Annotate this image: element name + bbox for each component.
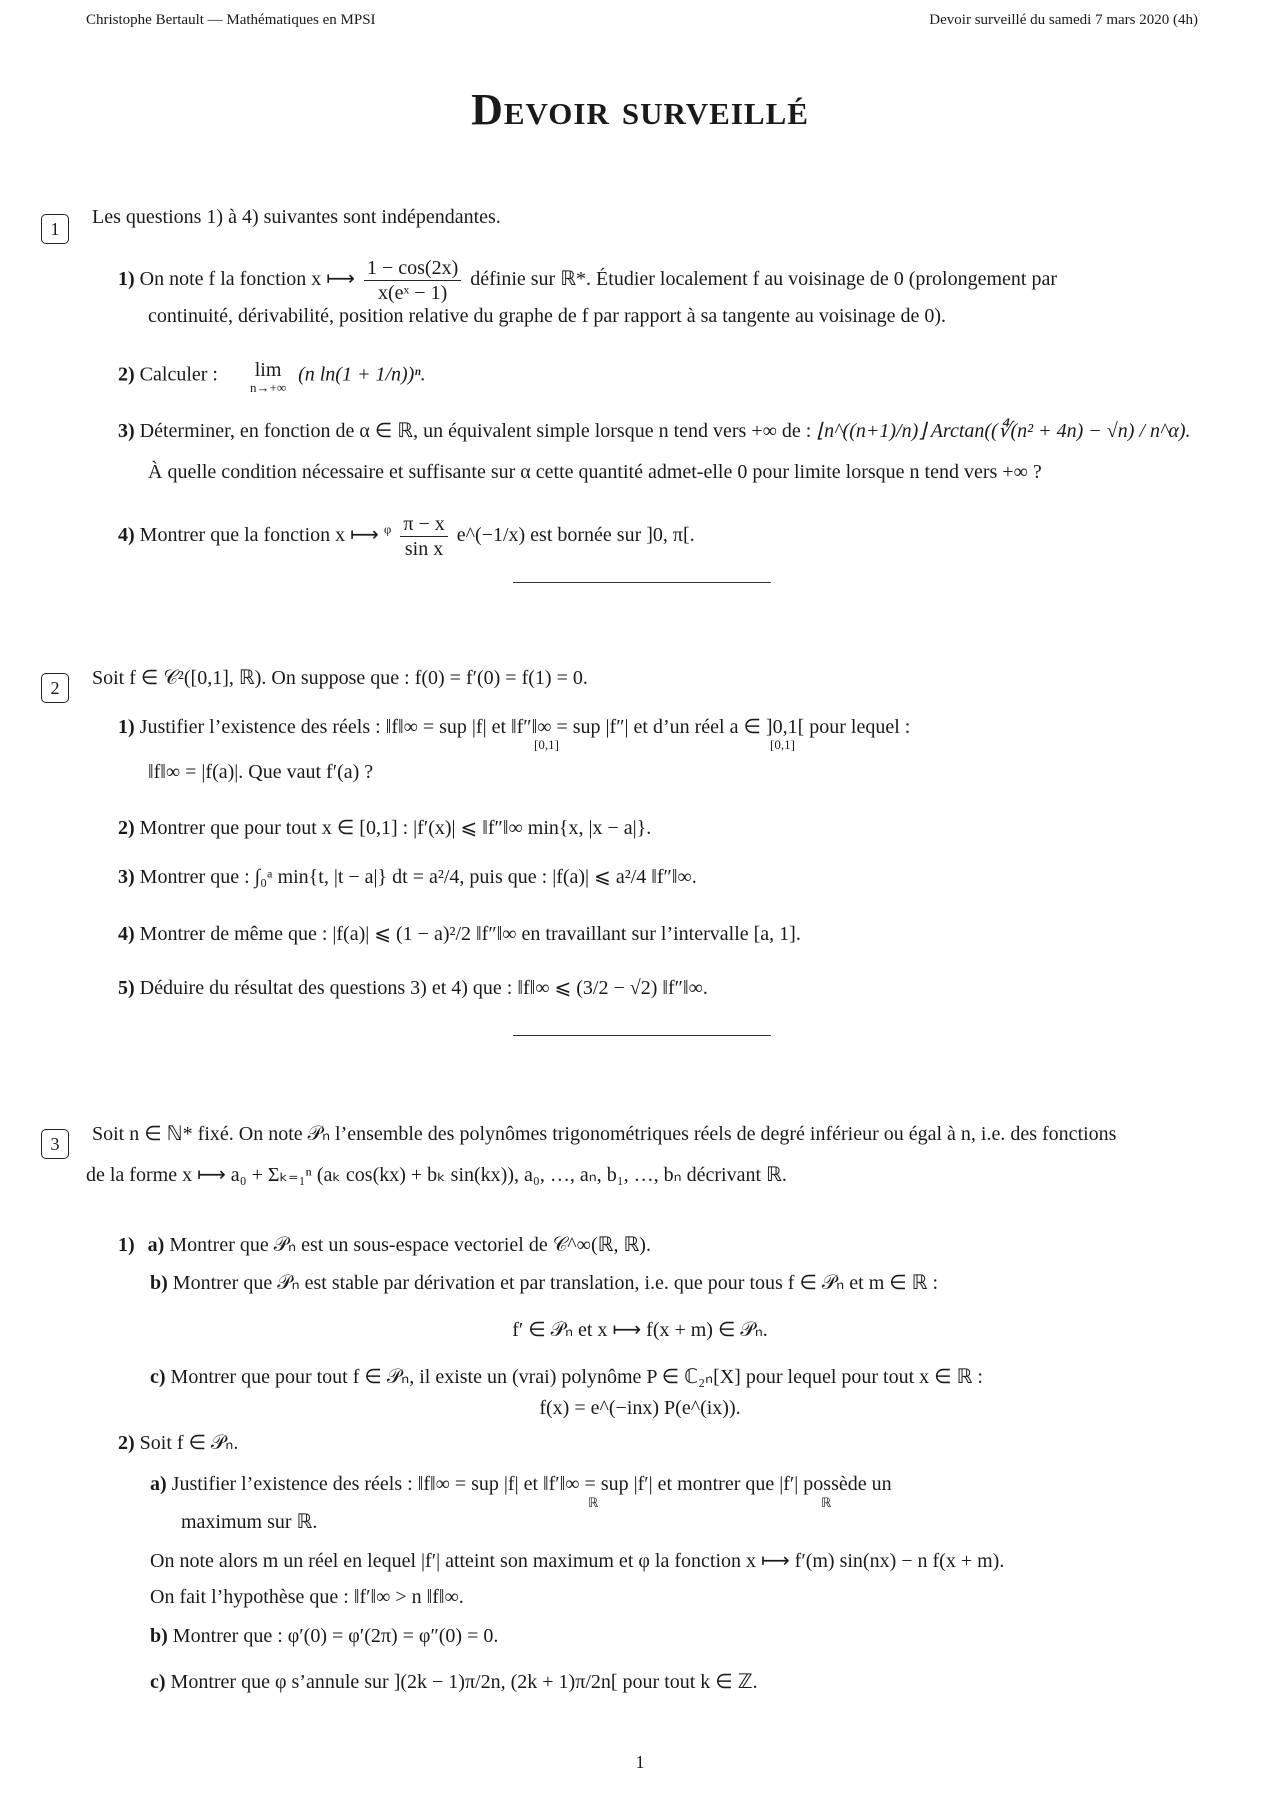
- ex2-q2-number: 2): [118, 817, 135, 839]
- ex3-q1b-label: b): [150, 1272, 168, 1294]
- ex1-q2-lim-sub: n→+∞: [249, 380, 287, 395]
- ex3-q1a: [118, 1232, 651, 1257]
- ex3-q2-note2: On fait l’hypothèse que : ‖f′‖∞ > n ‖f‖∞.: [150, 1586, 464, 1608]
- ex2-intro: Soit f ∈ 𝒞²([0,1], ℝ). On suppose que : f(0) = f′(0) = f(1) = 0.: [92, 667, 588, 689]
- ex1-q3-number: 3): [118, 420, 135, 442]
- ex1-q3-line2: À quelle condition nécessaire et suffisante sur α cette quantité admet-elle 0 pour limite lorsque n tend vers +∞ ?: [148, 461, 1042, 483]
- ex1-intro: Les questions 1) à 4) suivantes sont indépendantes.: [92, 206, 501, 228]
- ex3-q2-note1: On note alors m un réel en lequel |f′| atteint son maximum et φ la fonction x ⟼ f′(m) sin(nx) − n f(x + m).: [150, 1550, 1005, 1572]
- ex2-q3: [118, 864, 697, 889]
- ex3-intro-line1: Soit n ∈ ℕ* fixé. On note 𝒫ₙ l’ensemble des polynômes trigonométriques réels de degré inférieur ou égal à n, i.e. des fonctions: [92, 1123, 1117, 1145]
- ex1-q2-text: Calculer :: [139, 363, 218, 386]
- ex3-q1a-label: a): [147, 1234, 165, 1256]
- page-title: Devoir surveillé: [471, 85, 809, 134]
- ex2-q1-line2: ‖f‖∞ = |f(a)|. Que vaut f′(a) ?: [148, 761, 374, 783]
- ex2-q2-text: Montrer que pour tout x ∈ [0,1] : |f′(x)| ⩽ ‖f″‖∞ min{x, |x − a|}.: [139, 817, 652, 839]
- separator-1: [513, 582, 771, 583]
- ex3-q1c-display: f(x) = e^(−inx) P(e^(ix)).: [539, 1397, 741, 1419]
- ex3-q1b: [150, 1270, 938, 1295]
- ex1-q2-number: 2): [118, 363, 135, 386]
- ex1-q1-fraction: [364, 256, 461, 305]
- ex3-q2c-label: c): [150, 1671, 166, 1693]
- ex1-q1-text-b: définie sur ℝ*. Étudier localement f au voisinage de 0 (prolongement par: [470, 268, 1057, 291]
- ex1-q3-expression: ⌊n^((n+1)/n)⌋ Arctan((∜(n² + 4n) − √n) / n^α).: [816, 420, 1191, 442]
- ex1-q1-text-a: On note f la fonction x ⟼: [139, 268, 355, 291]
- ex2-q1-sup-sub-1: [0,1]: [534, 737, 559, 752]
- ex2-q1-text-a: Justifier l’existence des réels : ‖f‖∞ = sup |f| et ‖f″‖∞ = sup |f″| et d’un réel a ∈ ]0,1[ pour lequel :: [139, 716, 911, 738]
- ex1-q1-line2: continuité, dérivabilité, position relative du graphe de f par rapport à sa tangente au voisinage de 0).: [148, 305, 947, 327]
- ex2-q5-text: Déduire du résultat des questions 3) et 4) que : ‖f‖∞ ⩽ (3/2 − √2) ‖f″‖∞.: [139, 977, 708, 999]
- ex1-q1-number: 1): [118, 268, 135, 291]
- ex3-q1c-text: Montrer que pour tout f ∈ 𝒫ₙ, il existe un (vrai) polynôme P ∈ ℂ₂ₙ[X] pour lequel pour tout x ∈ ℝ :: [170, 1366, 983, 1388]
- ex3-q2a-line2: maximum sur ℝ.: [181, 1511, 318, 1533]
- ex2-q2: [118, 815, 651, 840]
- header-right: Devoir surveillé du samedi 7 mars 2020 (4h): [929, 12, 1198, 28]
- ex3-q2a-sup-sub-1: ℝ: [588, 1495, 599, 1510]
- header-left: Christophe Bertault — Mathématiques en MPSI: [86, 12, 376, 28]
- ex3-q2a-text: Justifier l’existence des réels : ‖f‖∞ = sup |f| et ‖f′‖∞ = sup |f′| et montrer que |f′| possède un: [171, 1473, 892, 1495]
- ex3-q1b-display: f′ ∈ 𝒫ₙ et x ⟼ f(x + m) ∈ 𝒫ₙ.: [512, 1319, 768, 1341]
- ex1-q2-lim: lim: [254, 359, 282, 381]
- ex3-q1c-label: c): [150, 1366, 166, 1388]
- ex1-q3-line1: [118, 418, 1191, 443]
- ex2-q1-sup-sub-2: [0,1]: [770, 737, 795, 752]
- ex3-q2-number: 2): [118, 1432, 135, 1454]
- ex3-q2b-label: b): [150, 1625, 168, 1647]
- ex3-q2a-line1: [150, 1473, 892, 1496]
- ex3-q2-text: Soit f ∈ 𝒫ₙ.: [139, 1432, 239, 1454]
- exercise-1-badge: 1: [41, 214, 69, 244]
- ex1-q4-frac-num: π − x: [400, 512, 447, 537]
- ex3-q2c: [150, 1669, 758, 1694]
- ex3-q2a-sup-sub-2: ℝ: [821, 1495, 832, 1510]
- ex2-q4-number: 4): [118, 923, 135, 945]
- ex1-q4-number: 4): [118, 524, 135, 547]
- ex1-q3-text-a: Déterminer, en fonction de α ∈ ℝ, un équivalent simple lorsque n tend vers +∞ de :: [139, 420, 812, 442]
- exercise-2-badge: 2: [41, 673, 69, 703]
- separator-2: [513, 1035, 771, 1036]
- ex3-q2c-text: Montrer que φ s’annule sur ](2k − 1)π/2n, (2k + 1)π/2n[ pour tout k ∈ ℤ.: [170, 1671, 758, 1693]
- ex1-q4-frac-den: sin x: [404, 538, 444, 560]
- ex1-q4-fraction: [400, 512, 447, 561]
- ex3-q1c: [150, 1364, 983, 1389]
- ex3-q2a-label: a): [150, 1473, 167, 1495]
- ex3-q1b-text: Montrer que 𝒫ₙ est stable par dérivation et par translation, i.e. que pour tous f ∈ 𝒫ₙ et m ∈ ℝ :: [172, 1272, 939, 1294]
- exercise-3-badge: 3: [41, 1129, 69, 1159]
- ex1-q4: [118, 512, 695, 561]
- ex3-intro-line2: de la forme x ⟼ a₀ + Σₖ₌₁ⁿ (aₖ cos(kx) + bₖ sin(kx)), a₀, …, aₙ, b₁, …, bₙ décrivant ℝ.: [86, 1164, 787, 1186]
- ex2-q3-text: Montrer que : ∫₀ᵃ min{t, |t − a|} dt = a²/4, puis que : |f(a)| ⩽ a²/4 ‖f″‖∞.: [139, 866, 697, 888]
- ex1-q4-phi: φ: [383, 521, 392, 537]
- ex1-q4-text-b: e^(−1/x) est bornée sur ]0, π[.: [456, 524, 695, 547]
- ex2-q5-number: 5): [118, 977, 135, 999]
- ex3-q1-number: 1): [118, 1234, 135, 1256]
- ex1-q2: [118, 358, 426, 394]
- ex2-q3-number: 3): [118, 866, 135, 888]
- ex1-q1-frac-den: x(eˣ − 1): [377, 282, 448, 304]
- ex1-q1-line1: [118, 256, 1057, 305]
- ex1-q2-limit: [247, 358, 289, 394]
- page-number: 1: [635, 1752, 645, 1772]
- ex2-q4-text: Montrer de même que : |f(a)| ⩽ (1 − a)²/2 ‖f″‖∞ en travaillant sur l’intervalle [a, 1].: [139, 923, 801, 945]
- ex2-q5: [118, 975, 708, 1000]
- ex2-q1-line1: [118, 714, 910, 739]
- ex2-q4: [118, 921, 801, 946]
- ex3-q2b: [150, 1625, 498, 1648]
- ex2-q1-number: 1): [118, 716, 135, 738]
- ex3-q2b-text: Montrer que : φ′(0) = φ′(2π) = φ″(0) = 0.: [172, 1625, 499, 1647]
- ex1-q1-frac-num: 1 − cos(2x): [364, 256, 461, 281]
- ex3-q2: [118, 1430, 238, 1455]
- ex1-q2-expression: (n ln(1 + 1/n))ⁿ.: [298, 363, 426, 386]
- ex3-q1a-text: Montrer que 𝒫ₙ est un sous-espace vectoriel de 𝒞^∞(ℝ, ℝ).: [169, 1234, 651, 1256]
- ex1-q4-text-a: Montrer que la fonction x ⟼: [139, 524, 379, 547]
